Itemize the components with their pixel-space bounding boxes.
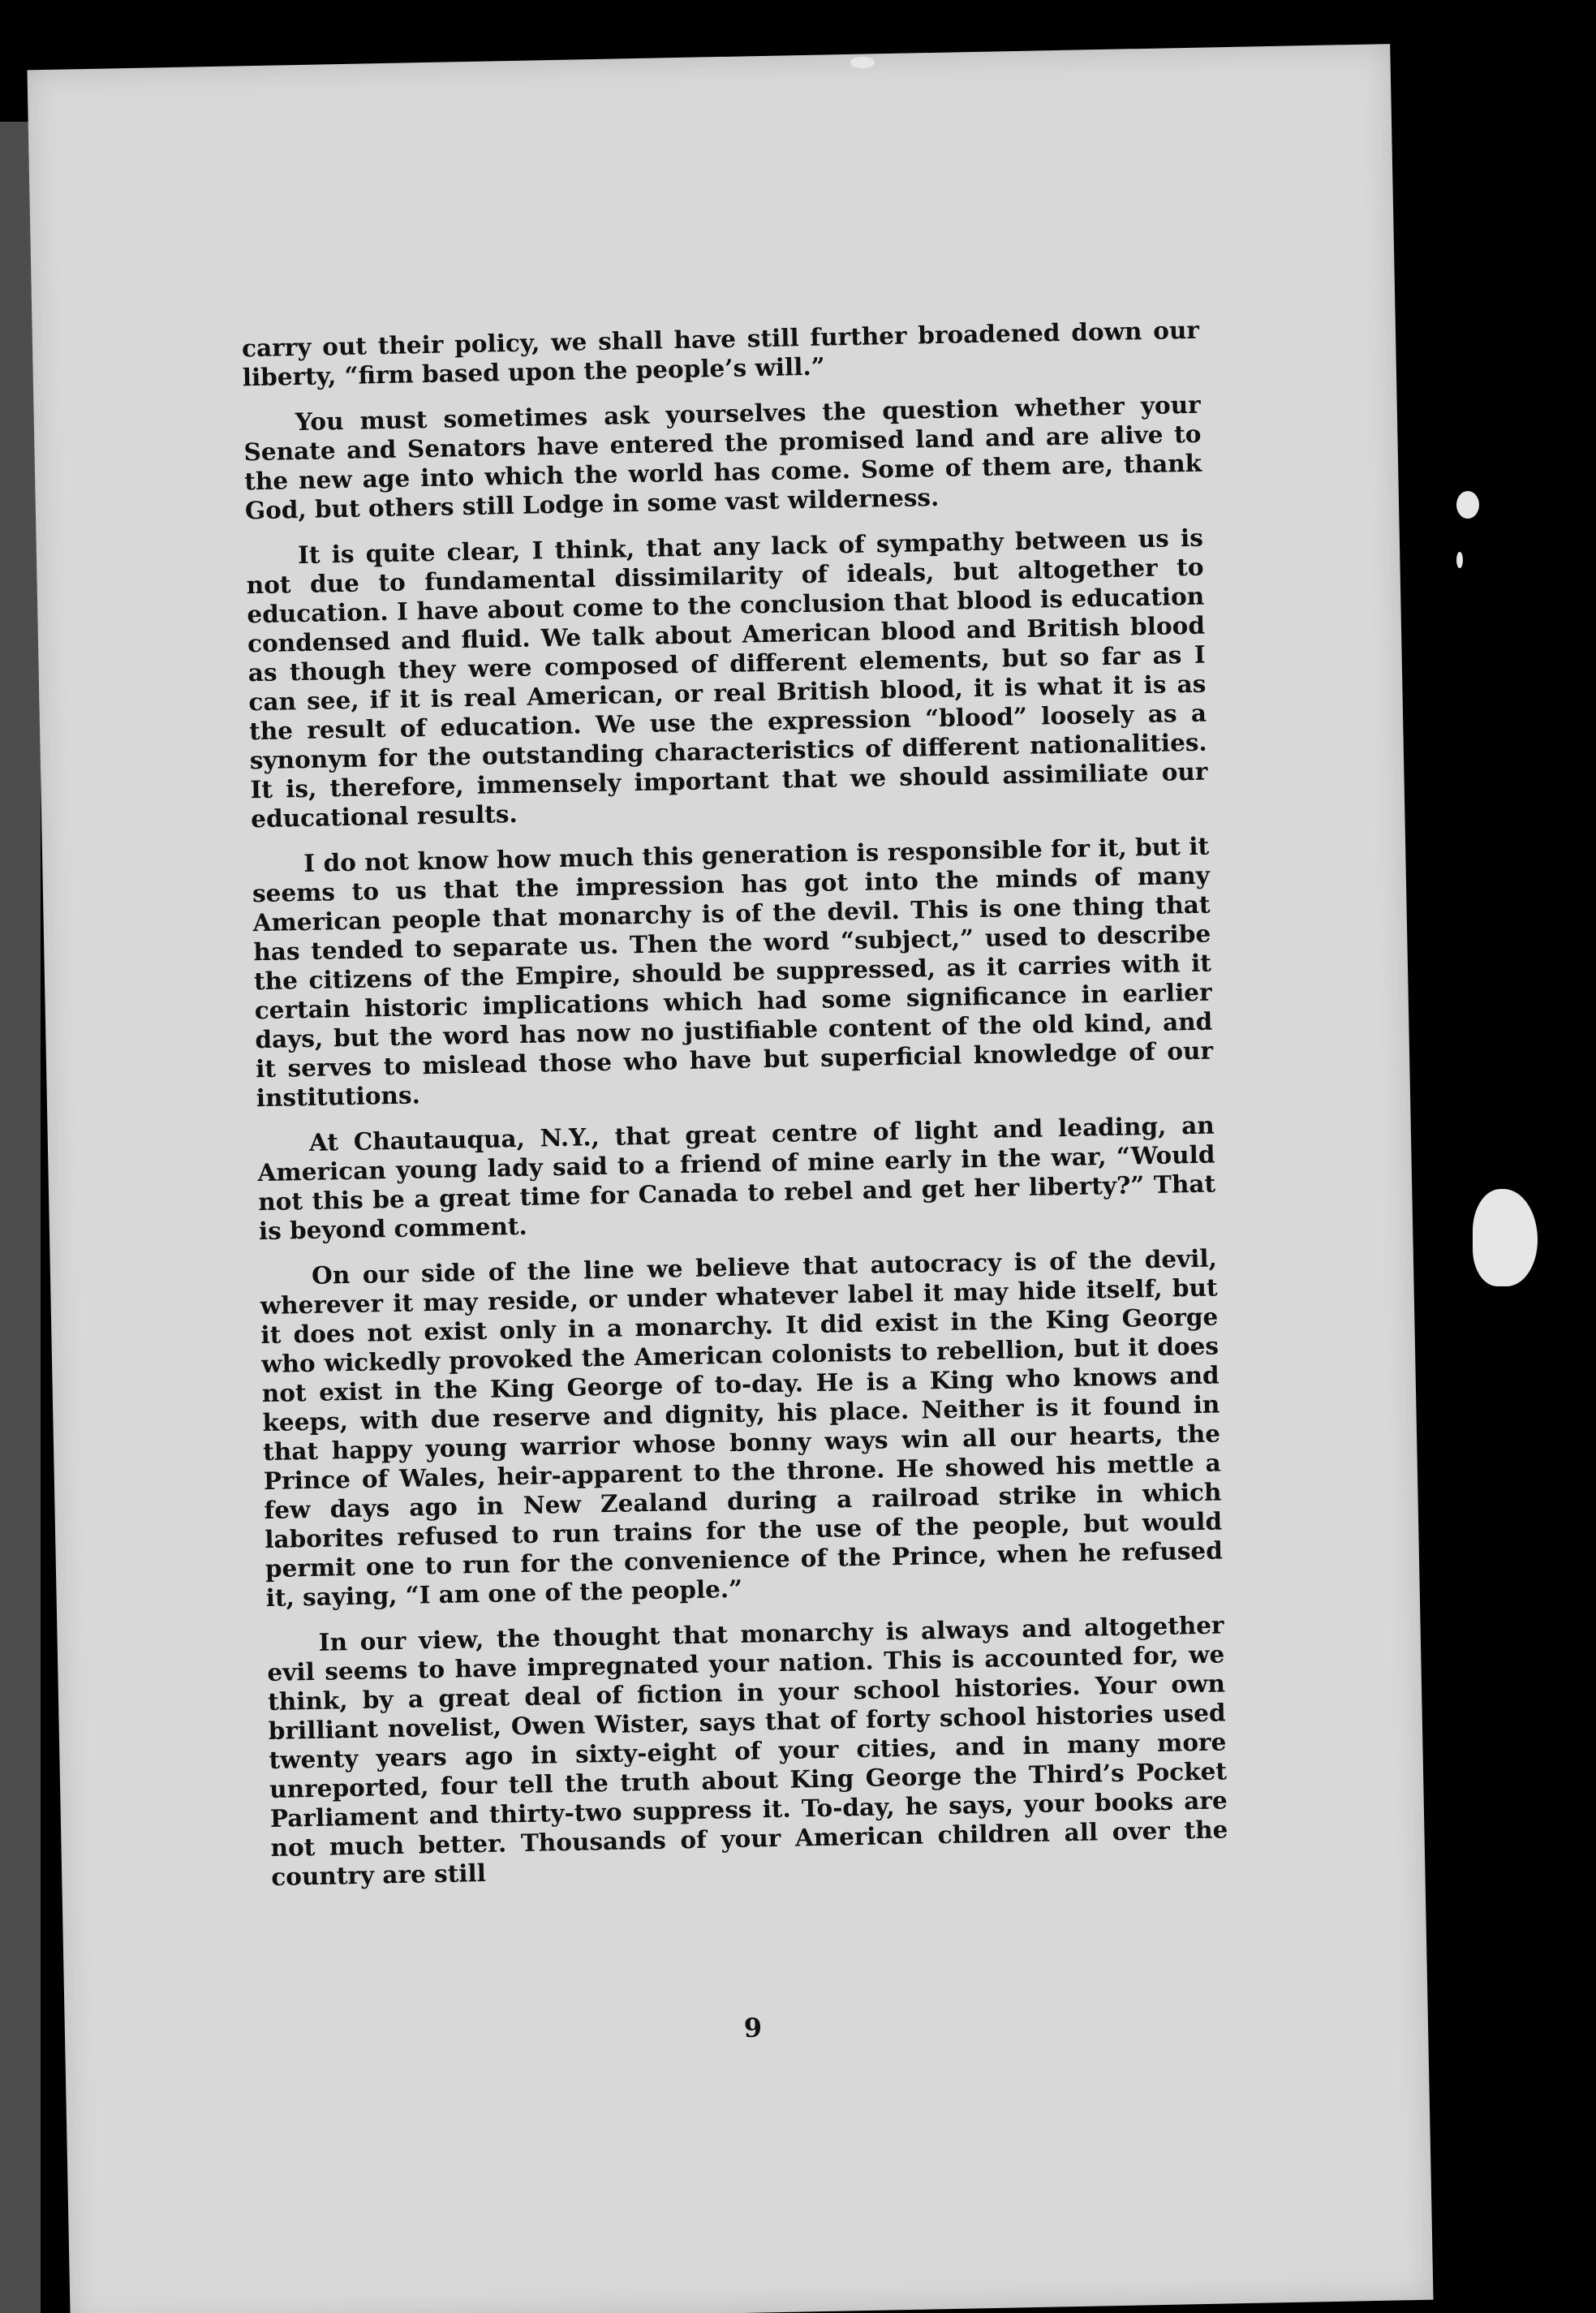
book-page [27, 44, 1433, 2313]
paragraph: I do not know how much this generation is responsible for it, but it seems to us that the impression has got into the minds of many American people that monarchy is of the devil. This is one thing that has tended to separate us. Then the word “subject,” used to describe the citizens of the Empire, should be suppressed, as it carries with it certain historic implications which had some significance in earlier days, but the word has now no justifiable content of the old kind, and it serves to mislead those who have but superficial knowledge of our institutions. [252, 831, 1214, 1113]
paragraph: On our side of the line we believe that autocracy is of the devil, wherever it may reside, or under whatever label it may hide itself, but it does not exist only in a monarchy. It did exist in the King George who wickedly provoked the American colonists to rebellion, but it does not exist in the King George of to-day. He is a King who knows and keeps, with due reserve and dignity, his place. Neither is it found in that happy young warrior whose bonny ways win all our hearts, the Prince of Wales, heir-apparent to the throne. He showed his mettle a few days ago in New Zealand during a railroad strike in which laborites refused to run trains for the use of the people, but would permit one to run for the convenience of the Prince, when he refused it, saying, “I am one of the people.” [260, 1243, 1224, 1613]
film-dust-speck [1473, 1189, 1538, 1286]
paragraph: In our view, the thought that monarchy is always and altogether evil seems to have impregnated your nation. This is accounted for, we think, by a great deal of fiction in your school histories. Your own brilliant novelist, Owen Wister, says that of forty school histories used twenty years ago in sixty-eight of your cities, and in many more unreported, four tell the truth about King George the Third’s Pocket Parliament and thirty-two suppress it. To-day, he says, your books are not much better. Thousands of your American children all over the country are still [267, 1610, 1228, 1892]
paragraph: You must sometimes ask yourselves the question whether your Senate and Senators have entered the promised land and are alive to the new age into which the world has come. Some of them are, thank God, but others still Lodge in some vast wilderness. [243, 390, 1202, 525]
page-text-block [241, 315, 1229, 2044]
paragraph: At Chautauqua, N.Y., that great centre of light and leading, an American young lady said to a friend of mine early in the war, “Would not this be a great time for Canada to rebel and get her liberty?” That is beyond comment. [257, 1110, 1216, 1246]
film-dust-speck [850, 57, 875, 68]
film-dust-speck [1456, 491, 1479, 519]
paragraph: carry out their policy, we shall have still further broadened down our liberty, “firm based upon the people’s will.” [241, 315, 1200, 392]
paragraph: It is quite clear, I think, that any lack of sympathy between us is not due to fundamental dissimilarity of ideals, but altogether to education. I have about come to the conclusion that blood is education condensed and fluid. We talk about American blood and British blood as though they were composed of different elements, but so far as I can see, if it is real American, or real British blood, it is what it is as the result of education. We use the expression “blood” loosely as a synonym for the outstanding characteristics of different nationalities. It is, therefore, immensely important that we should assimiliate our educational results. [246, 523, 1208, 833]
page-number: 9 [743, 2012, 763, 2044]
film-dust-speck [1456, 552, 1463, 568]
